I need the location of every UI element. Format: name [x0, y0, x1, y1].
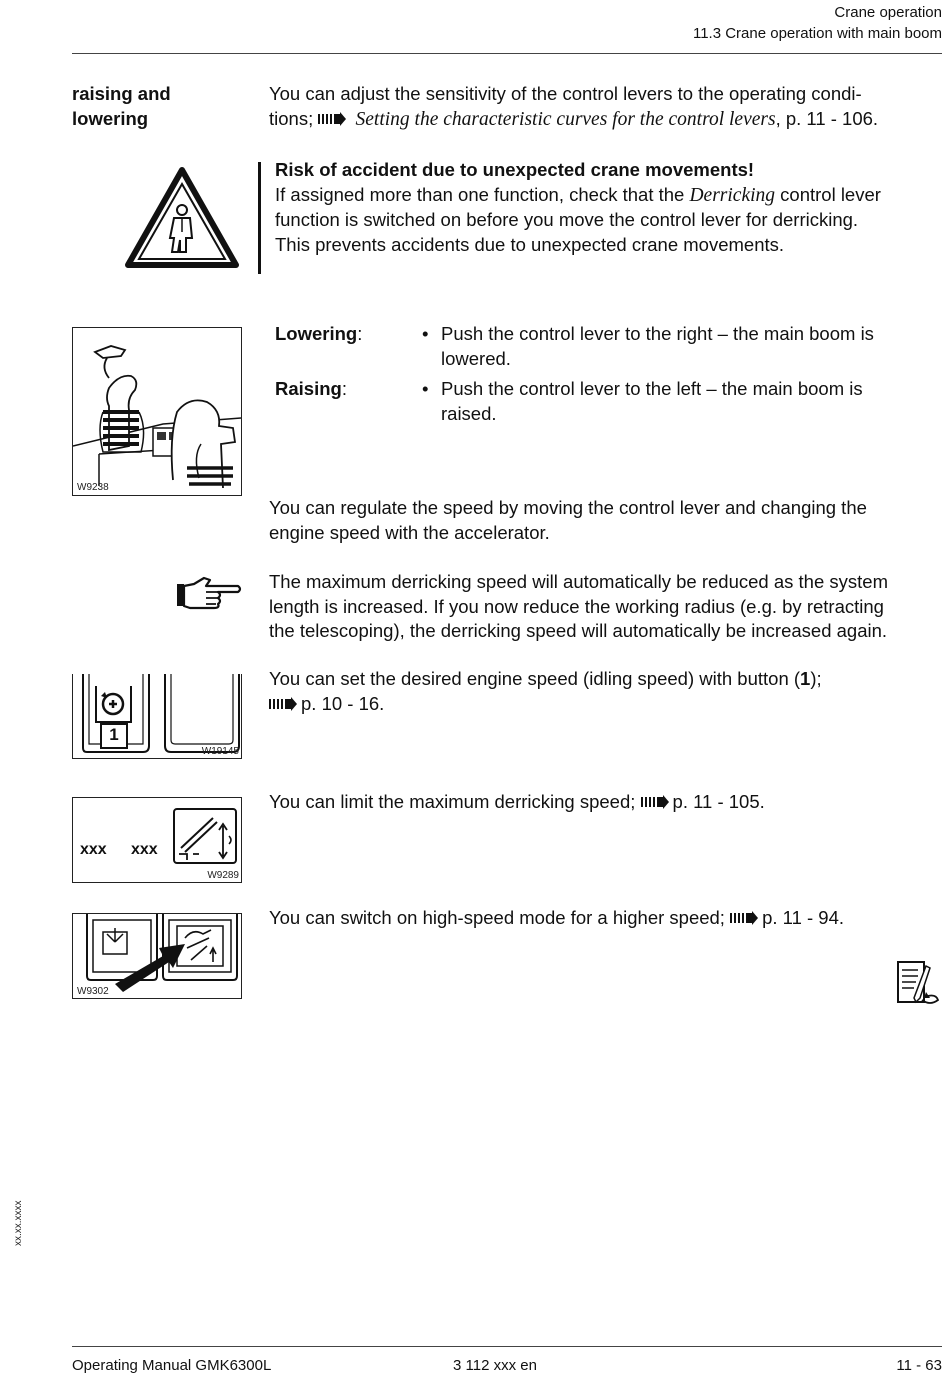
header-chapter: Crane operation: [834, 4, 942, 21]
highspeed-page-ref[interactable]: p. 11 - 94.: [762, 907, 845, 928]
warning-line3: This prevents accidents due to unexpected crane movements.: [275, 233, 785, 255]
intro-line2-end: , p. 11 - 106.: [775, 107, 879, 129]
joystick-figure: [72, 327, 242, 496]
warning-line1-start: If assigned more than one function, check that the: [275, 183, 685, 205]
figure-code-display: W9289: [207, 870, 239, 881]
definition-list: [275, 322, 947, 432]
document-return-icon: [896, 960, 942, 1008]
limit-page-ref[interactable]: p. 11 - 105.: [672, 791, 765, 812]
definition-desc-raising: Push the control lever to the left – the main boom is raised.: [441, 378, 863, 424]
limit-speed-paragraph: [269, 790, 949, 815]
highspeed-text: You can switch on high-speed mode for a higher speed;: [269, 907, 725, 928]
bullet-mark: •: [422, 323, 429, 344]
note-line2: length is increased. If you now reduce the working radius (e.g. by retracting: [269, 595, 884, 617]
high-speed-paragraph: [269, 906, 949, 931]
button-number-label: 1: [109, 725, 119, 744]
side-code-text: xx.xx.xxxx: [13, 1200, 24, 1246]
figure-code-button-panel: W19145: [201, 746, 239, 757]
engine-line2: [269, 692, 949, 717]
switch-panel-figure: [72, 913, 242, 999]
limit-text: You can limit the maximum derricking speed;: [269, 791, 636, 812]
engine-speed-paragraph: [269, 667, 949, 716]
intro-xref-title[interactable]: Setting the characteristic curves for the control levers: [355, 108, 776, 130]
joystick-illustration: [73, 328, 241, 495]
intro-line1: You can adjust the sensitivity of the control levers to the operating condi-: [269, 83, 862, 104]
figure-code-joystick: W9238: [77, 482, 109, 493]
intro-line2-start: tions;: [269, 107, 314, 129]
footer-doc-number: 3 112 xxx en: [453, 1357, 537, 1374]
side-heading: [72, 82, 252, 131]
warning-text: [275, 158, 947, 257]
definition-term-lowering: Lowering:: [275, 323, 363, 344]
display-value-1: xxx: [80, 841, 107, 858]
header-section: 11.3 Crane operation with main boom: [692, 25, 942, 42]
footer-rule: [72, 1346, 942, 1347]
display-value-2: xxx: [131, 841, 158, 858]
header-rule: [72, 53, 942, 54]
bullet-mark: •: [422, 378, 429, 399]
warning-line2: function is switched on before you move the control lever for derricking.: [275, 209, 859, 230]
engine-page-ref[interactable]: p. 10 - 16.: [301, 692, 385, 714]
footer-manual: Operating Manual GMK6300L: [72, 1357, 272, 1374]
side-heading-line1: raising and: [72, 83, 171, 104]
side-code: [10, 1186, 24, 1246]
note-line3: the telescoping), the derricking speed will automatically be increased again.: [269, 620, 888, 641]
warning-bar: [258, 162, 261, 274]
definition-term-raising: Raising:: [275, 378, 347, 399]
speed-paragraph: [269, 496, 949, 545]
speed-line1: You can regulate the speed by moving the control lever and changing the: [269, 497, 867, 518]
button-panel-figure: [72, 674, 242, 759]
warning-triangle-icon: [124, 166, 240, 270]
footer-page-number: 11 - 63: [896, 1357, 942, 1374]
cross-reference-arrow-icon: [641, 795, 669, 809]
warning-line1-end: control lever: [780, 183, 881, 205]
note-line1: The maximum derricking speed will automatically be reduced as the system: [269, 571, 888, 592]
warning-title: Risk of accident due to unexpected crane movements!: [275, 159, 755, 180]
cross-reference-arrow-icon: [269, 697, 297, 711]
cross-reference-arrow-icon: [318, 112, 346, 126]
pointing-hand-note-icon: [176, 576, 242, 610]
engine-line1: You can set the desired engine speed (idling speed) with button (1);: [269, 668, 822, 689]
side-heading-line2: lowering: [72, 107, 149, 129]
definition-desc-lowering: Push the control lever to the right – the main boom is lowered.: [441, 323, 874, 369]
warning-line1: [275, 183, 947, 209]
note-paragraph: [269, 570, 949, 644]
derricking-speed-icon: [173, 808, 237, 864]
button-ref-number: 1: [800, 668, 811, 689]
cross-reference-arrow-icon: [730, 911, 758, 925]
warning-derricking-term: Derricking: [689, 184, 776, 206]
figure-code-switch-panel: W9302: [77, 986, 109, 997]
intro-paragraph: [269, 82, 949, 132]
speed-line2: engine speed with the accelerator.: [269, 521, 550, 543]
display-figure: [72, 797, 242, 883]
intro-line2: [269, 107, 949, 133]
